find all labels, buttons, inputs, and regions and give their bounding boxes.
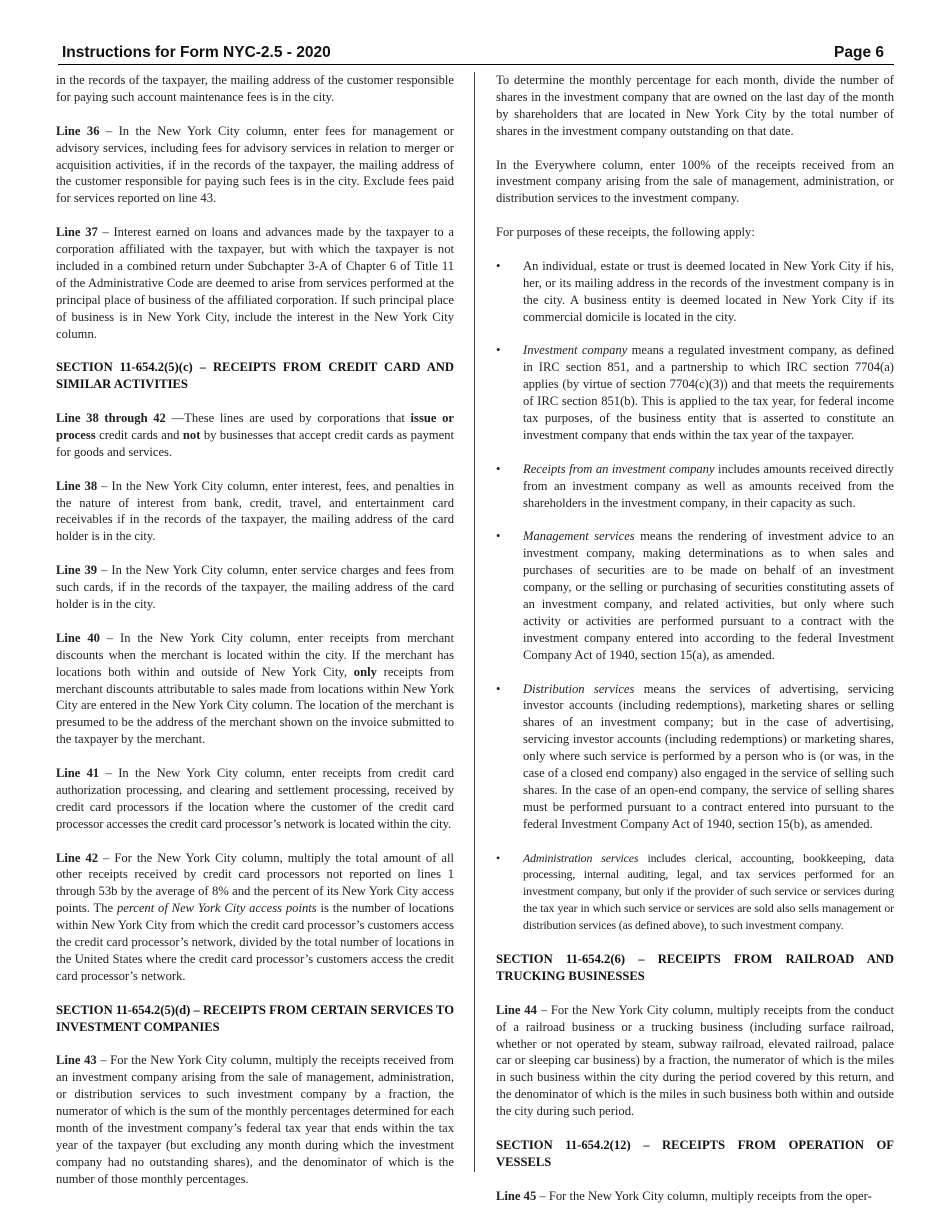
left-column xyxy=(56,72,454,1205)
section-6-heading: SECTION 11-654.2(6) – RECEIPTS FROM RAILROAD AND TRUCKING BUSINESSES xyxy=(496,951,894,983)
lines-38-42-label: Line 38 through 42 xyxy=(56,411,166,426)
bullet-item-distribution-services: • Distribution services means the services of advertising, servicing investor accounts (including redemptions), marketing shares or selling shares of an investment company; but in the case of advertising, servicing investor accounts (including redemptions) or marketing shares, only where such service is performed by a person who is (or was, in the case of a closed end company) also engaged in the service of selling such shares. In the case of an open-end company, the service of selling shares must be performed pursuant to a contract entered into pursuant to the federal Investment Company Act of 1940, section 15(b), as amended. xyxy=(496,681,894,831)
column-divider xyxy=(474,72,475,1172)
line-42-label: Line 42 xyxy=(56,850,99,865)
bullet-icon: • xyxy=(496,461,501,476)
line-43-paragraph: Line 43 – For the New York City column, multiply the receipts received from an investment company arising from the sale of management, administration, or distribution services to such investment company by a fraction, the numerator of which is the sum of the monthly percentages determined for each month of the investment company’s federal tax year that ends within the tax year of the taxpayer (but excluding any month during which the investment company had no outstanding shares), and the denominator of which is the number of those monthly percentages. xyxy=(56,1053,454,1186)
line-42-paragraph: Line 42 – For the New York City column, multiply the total amount of all other receipts received by credit card processors not reported on lines 1 through 53b by the average of 8% and the percent of its New York City access points. The percent of New York City access points is the number of locations within New York City from which the credit card processor’s customers access the credit card processor’s network, divided by the total number of locations in the United States where the credit card processor’s customers access the credit card processor’s network. xyxy=(56,850,454,983)
bullet-icon: • xyxy=(496,681,501,696)
purposes-intro: For purposes of these receipts, the following apply: xyxy=(496,225,755,240)
line-44-paragraph: Line 44 – For the New York City column, multiply receipts from the conduct of a railroad business or a trucking business (including surface railroad, whether or not operated by steam, subway railroad, elevated railroad, palace car or sleeping car business) by a fraction, the numerator of which is the miles in such business within the city during the period covered by this return, and the denominator of which is the miles in such business both within and outside the city during such period. xyxy=(496,1002,894,1119)
bullet-icon: • xyxy=(496,850,501,865)
section-5d-heading: SECTION 11-654.2(5)(d) – RECEIPTS FROM CERTAIN SERVICES TO INVESTMENT COMPANIES xyxy=(56,1002,454,1034)
line-41-paragraph: Line 41 – In the New York City column, enter receipts from credit card authorization processing, and clearing and settlement processing, received by credit card processors if the location where the customer of the credit card processor accesses the credit card processor’s network is located within the city. xyxy=(56,766,454,831)
bullet-icon: • xyxy=(496,258,501,273)
line-37-label: Line 37 xyxy=(56,225,98,240)
continued-paragraph: in the records of the taxpayer, the mailing address of the customer responsible for paying such account maintenance fees is in the city. xyxy=(56,73,454,104)
bullet-item-receipts: • Receipts from an investment company includes amounts received directly from an investment company as well as amounts received from the shareholders in the investment company, in their capacity as such. xyxy=(496,461,894,510)
everywhere-column-paragraph: In the Everywhere column, enter 100% of the receipts received from an investment company arising from the sale of management, administration, or distribution services to the investment company. xyxy=(496,157,894,206)
page-number: Page 6 xyxy=(834,44,884,61)
page-header xyxy=(58,44,894,65)
right-column xyxy=(496,72,894,1221)
line-38-paragraph: Line 38 – In the New York City column, enter interest, fees, and penalties in the nature of interest from bank, credit, travel, and entertainment card receivables if in the records of the taxpayer, the mailing address of the card holder is in the city. xyxy=(56,478,454,544)
section-5c-heading: SECTION 11-654.2(5)(c) – RECEIPTS FROM CREDIT CARD AND SIMILAR ACTIVITIES xyxy=(56,360,454,392)
line-45-paragraph: Line 45 – For the New York City column, multiply receipts from the oper- xyxy=(496,1188,872,1203)
line-36-paragraph: Line 36 – In the New York City column, enter fees for management or advisory services, including fees for advisory services in relation to merger or acquisition activities, if in the records of the taxpayer, the mailing address of the customer responsible for paying such fees is in the city. Exclude fees paid for services reported on line 43. xyxy=(56,123,454,206)
bullet-icon: • xyxy=(496,529,501,544)
line-41-label: Line 41 xyxy=(56,766,100,781)
bullet-item-management-services: • Management services means the rendering of investment advice to an investment company, making determinations as to when sales and purchases of securities are to be made on behalf of an investment company, or the selling or purchasing of securities constituting assets of an investment company, and related activities, but only where such activity or activities are performed pursuant to a contract with the investment company entered into according to the federal Investment Company Act of 1940, section 15(a), as amended. xyxy=(496,529,894,662)
line-39-label: Line 39 xyxy=(56,563,98,578)
form-title: Instructions for Form NYC-2.5 - 2020 xyxy=(62,44,331,61)
line-40-paragraph: Line 40 – In the New York City column, enter receipts from merchant discounts when the merchant is located within the city. If the merchant has locations both within and outside of New York City, only receipts from merchant discounts attributable to sales made from locations within New York City are entered in the New York City column. The location of the merchant is presumed to be the address of the merchant shown on the invoice submitted to the taxpayer by the merchant. xyxy=(56,630,455,747)
line-43-label: Line 43 xyxy=(56,1053,97,1068)
bullet-icon: • xyxy=(496,343,501,358)
line-45-label: Line 45 xyxy=(496,1188,537,1203)
lines-38-42-paragraph: Line 38 through 42 —These lines are used by corporations that issue or process credit cards and not by businesses that accept credit cards as payment for goods and services. xyxy=(56,411,454,459)
line-40-label: Line 40 xyxy=(56,630,100,645)
bullet-item-administration-services: • Administration services includes clerical, accounting, bookkeeping, data processing, internal auditing, legal, and tax services performed for an investment company, but only if the provider of such service or services during the tax year in which such service or services are sold also sells management or distribution services (as defined above), to such investment company. xyxy=(496,850,894,933)
bullet-item-location: • An individual, estate or trust is deemed located in New York City if his, her, or its mailing address in the records of the investment company is in the city. A business entity is deemed located in New York City if its commercial domicile is located in the city. xyxy=(496,258,894,324)
section-12-heading: SECTION 11-654.2(12) – RECEIPTS FROM OPERATION OF VESSELS xyxy=(496,1137,894,1169)
line-37-paragraph: Line 37 – Interest earned on loans and advances made by the taxpayer to a corporation affiliated with the taxpayer, but with which the taxpayer is not included in a combined return under Subchapter 3-A of Chapter 6 of Title 11 of the Administrative Code are deemed to arise from services performed at the principal place of business of the affiliated corporation. If such principal place of business is in New York City, include the interest in the New York City column. xyxy=(56,225,454,341)
monthly-percentage-paragraph: To determine the monthly percentage for each month, divide the number of shares in the investment company that are owned on the last day of the month by shareholders that are located in New York City by the total number of shares in the investment company outstanding on that date. xyxy=(496,73,894,138)
line-38-label: Line 38 xyxy=(56,478,98,493)
line-44-label: Line 44 xyxy=(496,1002,537,1017)
bullet-item-investment-company: • Investment company means a regulated investment company, as defined in IRC section 851, and a partnership to which IRC section 7704(a) applies (by virtue of section 7704(c)(3)) and that meets the requirements of IRC section 851(b). This is applied to the tax year, for federal income tax purposes, of the business entity that is asserted to constitute an investment company that ends within the tax year of the taxpayer. xyxy=(496,343,894,442)
line-36-label: Line 36 xyxy=(56,123,100,138)
line-39-paragraph: Line 39 – In the New York City column, enter service charges and fees from such cards, if in the records of the taxpayer, the mailing address of the card holder is in the city. xyxy=(56,563,454,611)
